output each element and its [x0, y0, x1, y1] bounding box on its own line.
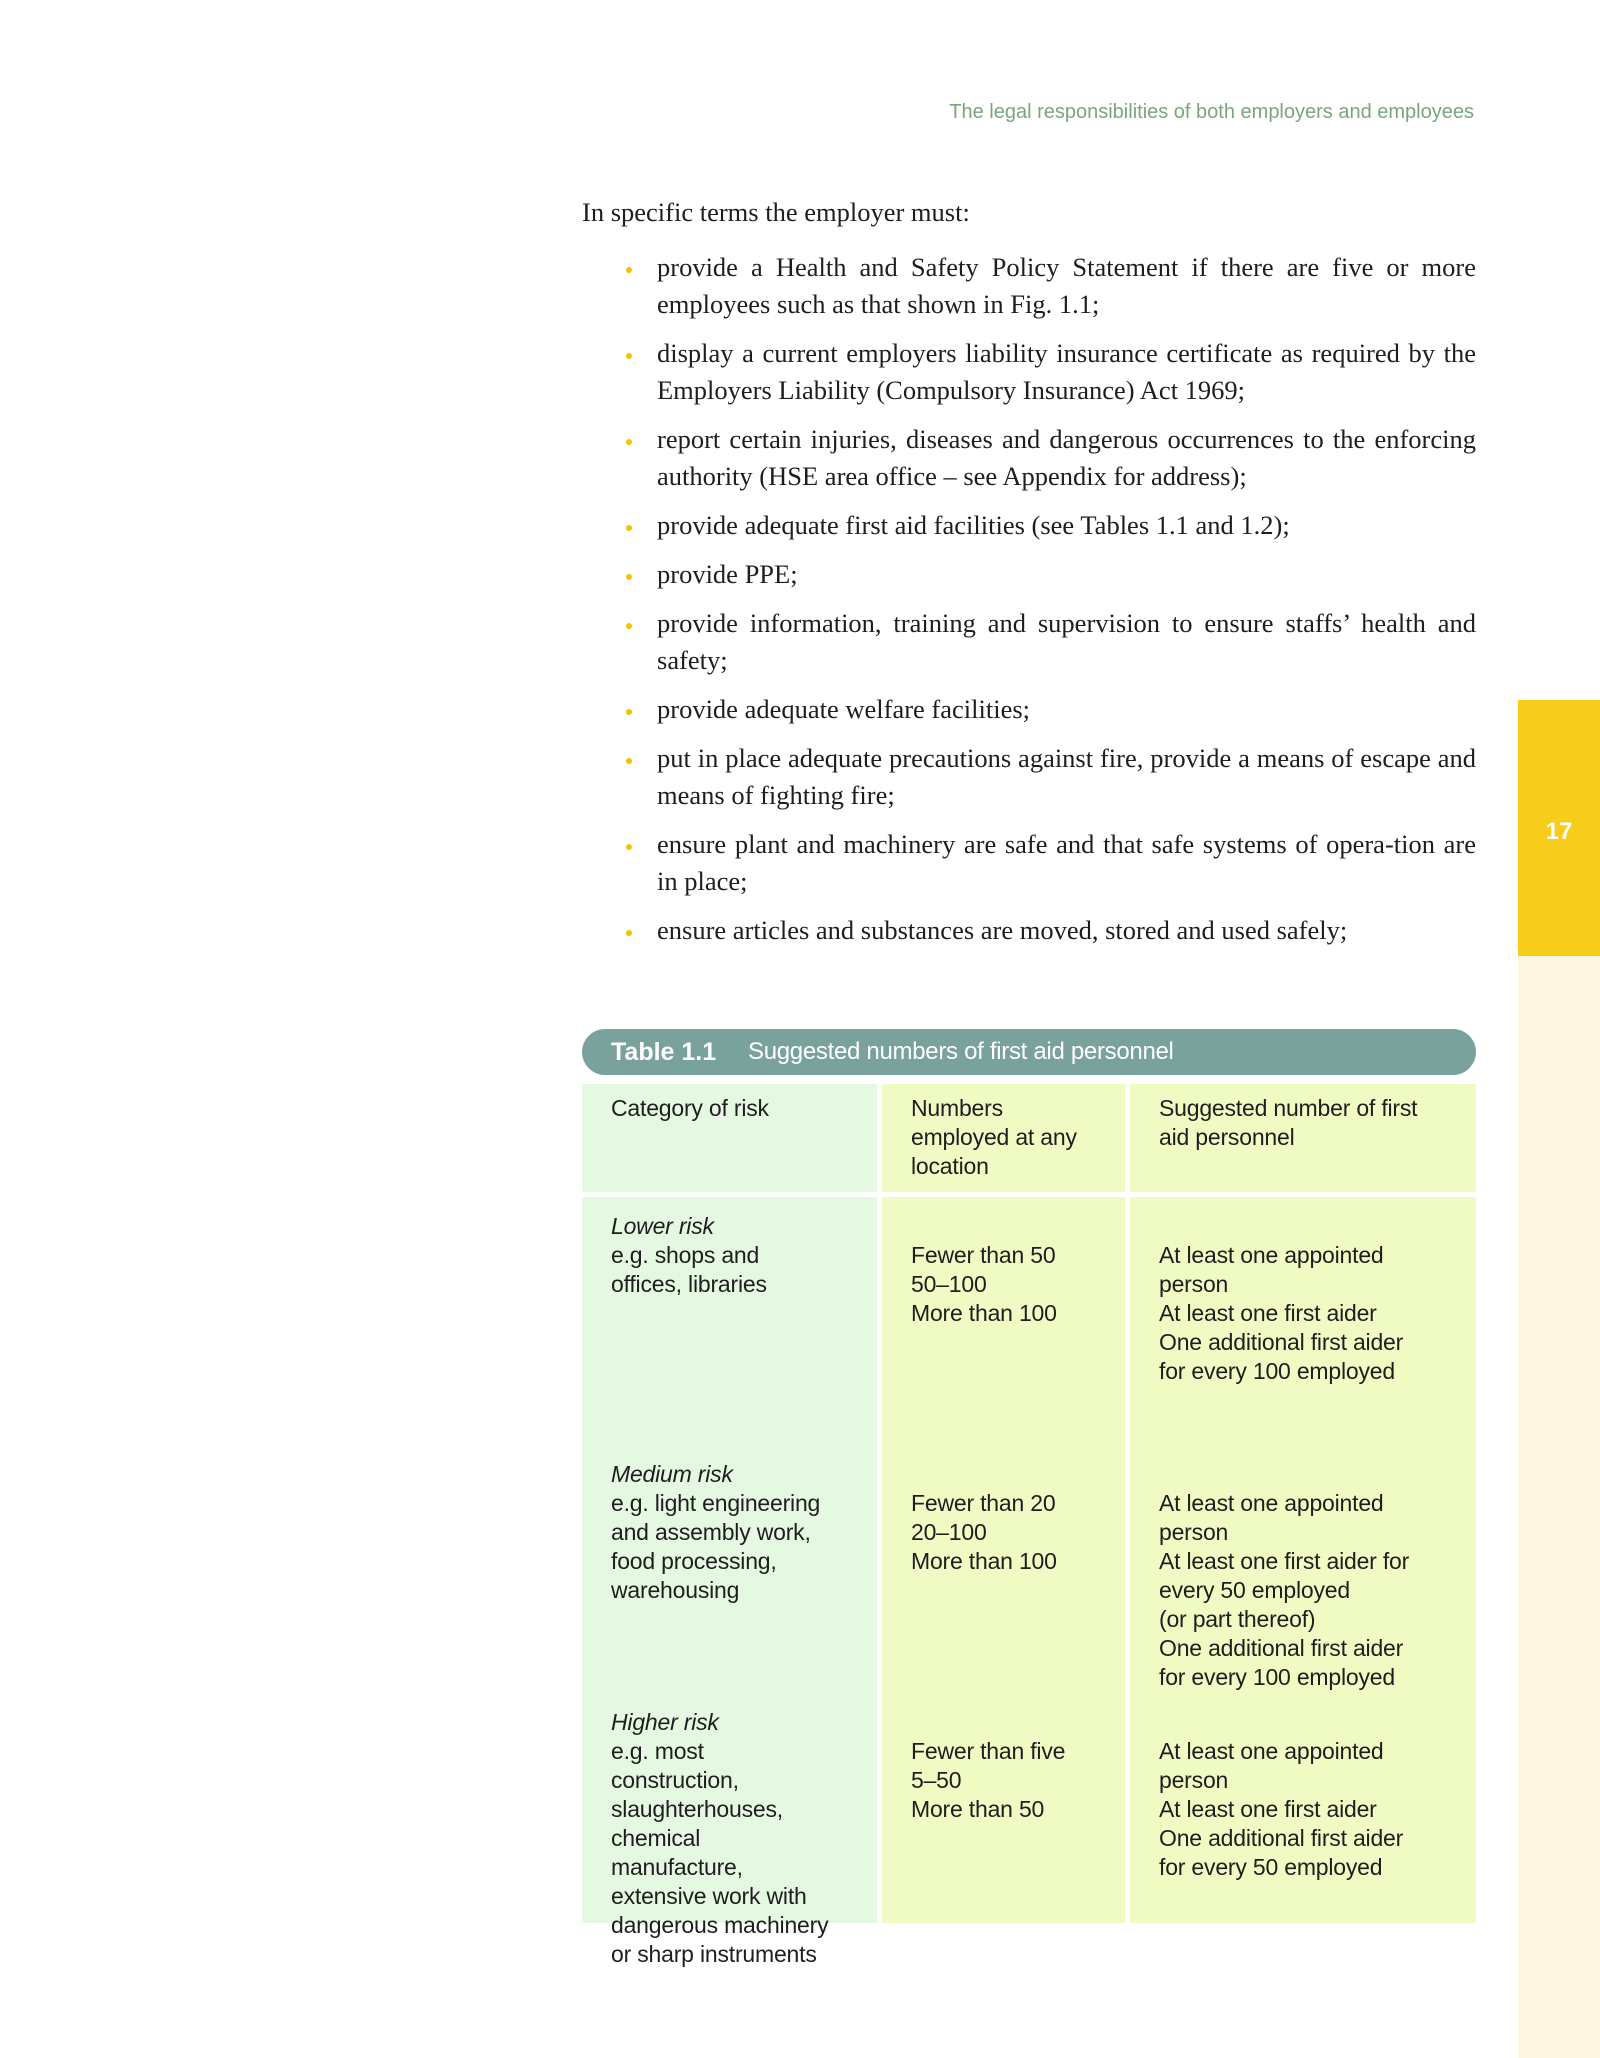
- table-row-lower-risk: Lower risk e.g. shops and offices, libraries: [611, 1213, 767, 1297]
- list-item: provide a Health and Safety Policy Statement if there are five or more employees such as that shown in Fig. 1.1;: [582, 249, 1476, 323]
- bullet-icon: [626, 353, 632, 359]
- list-item: put in place adequate precautions against fire, provide a means of escape and means of fighting fire;: [582, 740, 1476, 814]
- list-item: provide adequate first aid facilities (see Tables 1.1 and 1.2);: [582, 507, 1476, 544]
- table-cell-personnel-lower: At least one appointed person At least one first aider One additional first aider for every 100 employed: [1159, 1242, 1404, 1384]
- table-number: Table 1.1: [611, 1038, 717, 1066]
- table-cell-numbers-higher: Fewer than five 5–50 More than 50: [911, 1738, 1066, 1822]
- table-column-numbers: [882, 1197, 1125, 1923]
- table-row-higher-risk: Higher risk e.g. most construction, slaughterhouses, chemical manufacture, extensive work with dangerous machinery or sharp instruments: [611, 1709, 829, 1967]
- table-caption: [582, 1029, 1476, 1075]
- table-column-personnel: [1130, 1197, 1476, 1923]
- table-cell-personnel-medium: At least one appointed person At least one first aider for every 50 employed (or part thereof) One additional first aider for every 100 employed: [1159, 1490, 1410, 1690]
- bullet-icon: [626, 574, 632, 580]
- bullet-icon: [626, 930, 632, 936]
- table-cell-numbers-medium: Fewer than 20 20–100 More than 100: [911, 1490, 1057, 1574]
- table-cell-personnel-higher: At least one appointed person At least one first aider One additional first aider for every 50 employed: [1159, 1738, 1404, 1880]
- intro-sentence: In specific terms the employer must:: [582, 197, 970, 227]
- list-item: provide adequate welfare facilities;: [582, 691, 1476, 728]
- employer-duties-list: [582, 249, 1476, 961]
- bullet-icon: [626, 267, 632, 273]
- table-title: Suggested numbers of first aid personnel: [748, 1038, 1174, 1065]
- page-number: 17: [1545, 818, 1573, 845]
- table-header-numbers: Numbers employed at any location: [882, 1084, 1125, 1192]
- list-item: ensure articles and substances are moved, stored and used safely;: [582, 912, 1476, 949]
- list-item: ensure plant and machinery are safe and that safe systems of opera-tion are in place;: [582, 826, 1476, 900]
- bullet-icon: [626, 525, 632, 531]
- bullet-icon: [626, 439, 632, 445]
- bullet-icon: [626, 709, 632, 715]
- list-item: report certain injuries, diseases and dangerous occurrences to the enforcing authority (HSE area office – see Appendix for address);: [582, 421, 1476, 495]
- list-item: display a current employers liability insurance certificate as required by the Employers Liability (Compulsory Insurance) Act 1969;: [582, 335, 1476, 409]
- list-item: provide PPE;: [582, 556, 1476, 593]
- page-number-tab: [1518, 700, 1600, 956]
- table-header-personnel: Suggested number of first aid personnel: [1130, 1084, 1476, 1192]
- running-header: The legal responsibilities of both employers and employees: [949, 101, 1474, 123]
- list-item: provide information, training and supervision to ensure staffs’ health and safety;: [582, 605, 1476, 679]
- bullet-icon: [626, 844, 632, 850]
- bullet-icon: [626, 758, 632, 764]
- bullet-icon: [626, 623, 632, 629]
- table-cell-numbers-lower: Fewer than 50 50–100 More than 100: [911, 1242, 1057, 1326]
- table-row-medium-risk: Medium risk e.g. light engineering and assembly work, food processing, warehousing: [611, 1461, 821, 1603]
- table-column-category: [582, 1197, 877, 1967]
- table-header-category: Category of risk: [582, 1084, 877, 1192]
